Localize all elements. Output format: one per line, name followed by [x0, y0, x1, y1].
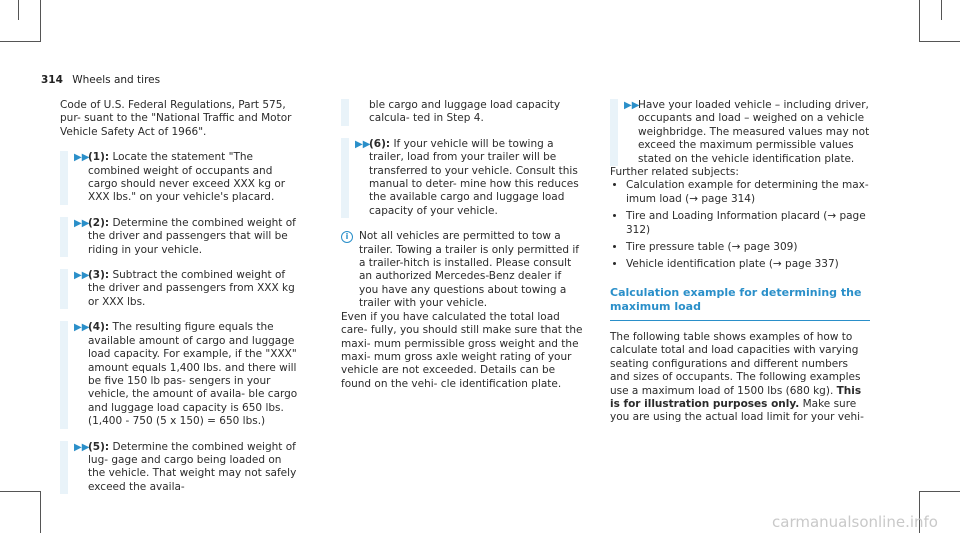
step-arrow-icon: ▶▶ — [74, 217, 90, 229]
step-arrow-icon: ▶▶ — [74, 441, 90, 453]
step-4 — [60, 321, 302, 428]
related-link[interactable]: • Tire pressure table (→ page 309) — [626, 241, 870, 254]
step-label: (4): — [88, 321, 110, 334]
page-number: 314 — [41, 74, 63, 86]
info-icon: i — [341, 231, 353, 243]
column-1 — [60, 99, 302, 494]
step-text: Subtract the combined weight of the driver and passengers from XXX kg or XXX lbs. — [88, 269, 295, 308]
step-2 — [60, 217, 302, 257]
step-text: Have your loaded vehicle – including driver, occupants and load – weighed on a vehicle weighbridge. The measured values may not exceed the maximum permissible values stated on the vehicle identification plate. — [638, 99, 870, 165]
related-link[interactable]: • Tire and Loading Information placard (→ page 312) — [626, 210, 870, 237]
crop-mark — [941, 0, 942, 20]
crop-mark — [919, 0, 920, 42]
step-label: (1): — [88, 151, 110, 164]
step-continuation — [341, 99, 583, 126]
step-arrow-icon: ▶▶ — [74, 270, 90, 282]
page-header — [41, 74, 160, 86]
step-3 — [60, 269, 302, 309]
further-label: Further related subjects: — [610, 166, 739, 179]
step-text: Locate the statement "The combined weight of occupants and cargo should never exceed XXX kg or XXX lbs." on your vehicle's placard. — [88, 151, 286, 204]
related-link[interactable]: • Calculation example for determining the max- imum load (→ page 314) — [626, 179, 870, 206]
step-text: Determine the combined weight of lug- gage and cargo being loaded on the vehicle. That weight may not safely exceed the availa- — [88, 440, 297, 493]
column-2 — [341, 99, 583, 391]
step-arrow-icon: ▶▶ — [624, 100, 640, 111]
step-label: (2): — [88, 216, 110, 229]
crop-mark — [18, 0, 19, 20]
body-text: The following table shows examples of how to calculate total and load capacities with varying seating configurations and different numbers and sizes of occupants. The following examples use a maximum load of 1500 lbs (680 kg). — [610, 330, 861, 397]
step-weigh — [610, 99, 870, 166]
note-text: Not all vehicles are permitted to tow a trailer. Towing a trailer is only permitted if a trailer-hitch is installed. Please consult an authorized Mercedes-Benz dealer if you have any questions about towing a trailer with your vehicle. — [359, 230, 579, 310]
step-1 — [60, 151, 302, 205]
intro-paragraph: Code of U.S. Federal Regulations, Part 575, pur- suant to the "National Traffic and Motor Vehicle Safety Act of 1966". — [60, 99, 292, 138]
step-text: If your vehicle will be towing a trailer, load from your trailer will be transferred to your vehicle. Consult this manual to deter- mine how this reduces the available cargo and luggage load capacity of your vehicle. — [369, 137, 579, 217]
step-label: (5): — [88, 440, 110, 453]
crop-mark — [920, 491, 960, 492]
step-label: (6): — [369, 137, 391, 150]
crop-mark — [0, 41, 40, 42]
step-text: ble cargo and luggage load capacity calcula- ted in Step 4. — [369, 99, 561, 125]
section-title: Calculation example for determining the maximum load — [610, 286, 870, 321]
step-arrow-icon: ▶▶ — [74, 152, 90, 164]
column-3 — [610, 99, 870, 425]
crop-mark — [0, 491, 40, 492]
related-links-list — [610, 179, 870, 271]
step-text: Determine the combined weight of the driver and passengers that will be riding in your vehicle. — [88, 216, 296, 256]
step-arrow-icon: ▶▶ — [74, 322, 90, 334]
step-text: The resulting figure equals the available amount of cargo and luggage load capacity. For example, if the "XXX" amount equals 1,400 lbs. and there will be five 150 lb pas- sengers in your vehicle, the amount of availa- ble cargo and luggage load capacity is 650 lbs. (1,400 - 750 (5 x 150) = 650 lbs.) — [88, 321, 298, 428]
body-text: Make sure you are using the actual load limit for your vehi- — [610, 397, 864, 424]
crop-mark — [920, 41, 960, 42]
related-link[interactable]: • Vehicle identification plate (→ page 337) — [626, 258, 870, 271]
info-note — [341, 230, 583, 310]
section-body — [610, 331, 870, 425]
section-name: Wheels and tires — [72, 74, 161, 86]
body-bold-text: This is for illustration purposes only. — [610, 384, 862, 410]
step-arrow-icon: ▶▶ — [355, 138, 371, 150]
crop-mark — [40, 0, 41, 42]
body-paragraph: Even if you have calculated the total load care- fully, you should still make sure that the maxi- mum permissible gross weight and the maxi- mum gross axle weight rating of your vehicle are not exceeded. Details can be found on the vehi- cle identification plate. — [341, 310, 583, 390]
step-6 — [341, 138, 583, 218]
step-5 — [60, 441, 302, 495]
step-label: (3): — [88, 269, 110, 282]
crop-mark — [40, 491, 41, 533]
watermark: carmanualsonline.info — [772, 513, 938, 531]
